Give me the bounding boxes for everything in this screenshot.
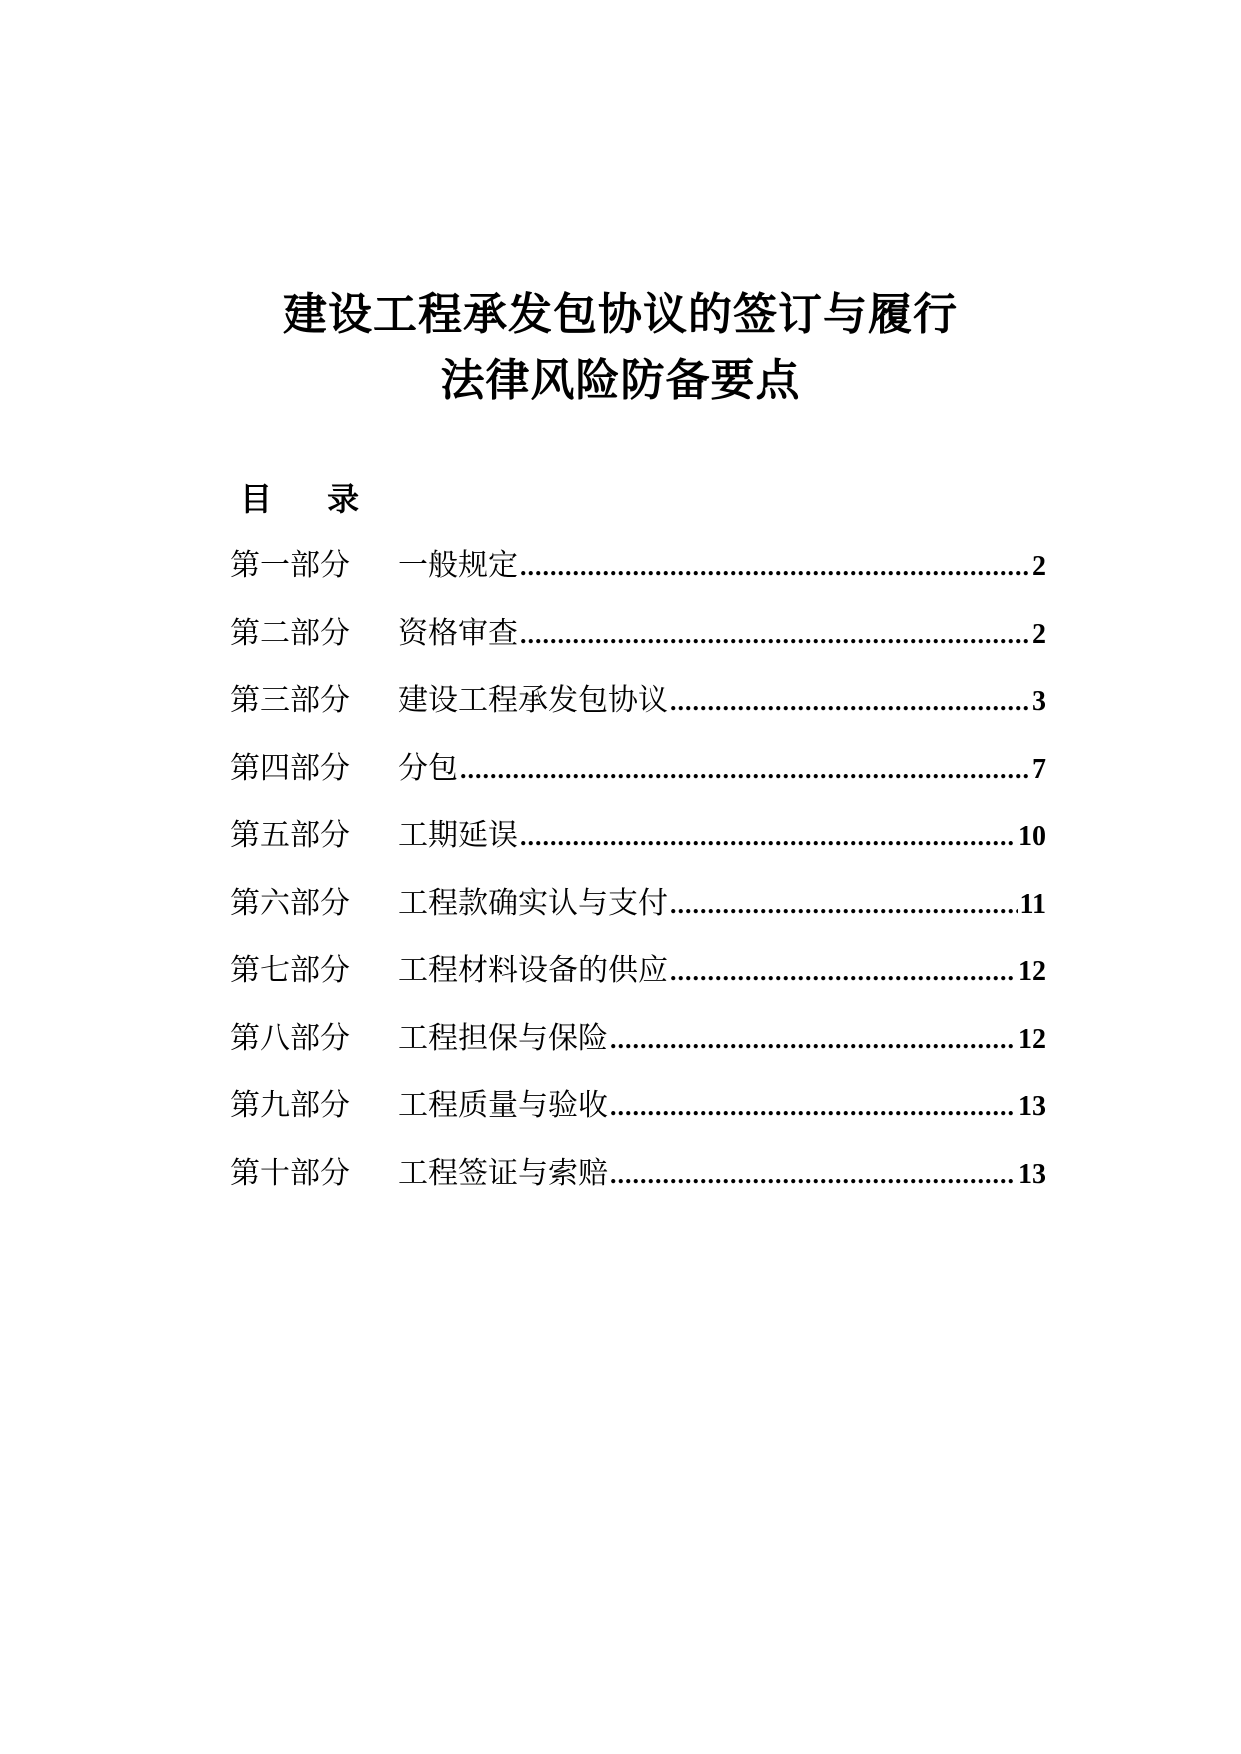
dot-leader [610, 1160, 1016, 1190]
toc-page-number: 10 [1018, 821, 1046, 852]
dot-leader [520, 552, 1030, 582]
toc-page-number: 13 [1018, 1091, 1046, 1122]
toc-part-label: 第一部分 [230, 548, 350, 583]
dot-leader [670, 957, 1016, 987]
toc-part-label: 第八部分 [230, 1020, 350, 1056]
toc-entry-title: 一般规定 [398, 548, 518, 583]
toc-part-label: 第十部分 [230, 1155, 350, 1191]
dot-leader [520, 822, 1016, 852]
toc-entry-title: 工程担保与保险 [398, 1020, 608, 1056]
toc-page-number: 2 [1032, 551, 1046, 582]
toc-page-number: 2 [1032, 618, 1046, 650]
toc-page-number: 12 [1018, 956, 1046, 987]
toc-part-label: 第四部分 [230, 750, 350, 786]
toc-entry-title: 工程材料设备的供应 [398, 953, 668, 988]
toc-part-label: 第九部分 [230, 1088, 350, 1123]
toc-entry[interactable] [230, 1013, 1046, 1081]
toc-entry[interactable] [230, 743, 1046, 811]
toc-entry[interactable] [230, 810, 1046, 878]
toc-part-label: 第七部分 [230, 953, 350, 988]
toc-entry-title: 工期延误 [398, 818, 518, 853]
title-line-1: 建设工程承发包协议的签订与履行 [283, 289, 958, 340]
toc-page-number: 3 [1032, 686, 1046, 717]
dot-leader [610, 1025, 1016, 1055]
toc-entry[interactable] [230, 878, 1046, 946]
toc-entry-title: 资格审查 [398, 615, 518, 651]
toc-part-label: 第二部分 [230, 615, 350, 651]
toc-entry-title: 建设工程承发包协议 [398, 683, 668, 718]
document-title [0, 282, 1241, 414]
toc-entry-title: 工程质量与验收 [398, 1088, 608, 1123]
toc-entry-title: 工程签证与索赔 [398, 1155, 608, 1191]
toc-page-number: 11 [1019, 888, 1046, 920]
toc-page-number: 7 [1032, 753, 1046, 785]
toc-entry[interactable] [230, 1148, 1046, 1216]
toc-page-number: 13 [1018, 1158, 1046, 1190]
toc-entry-title: 工程款确实认与支付 [398, 885, 668, 921]
toc-entry[interactable] [230, 1080, 1046, 1148]
table-of-contents [230, 540, 1046, 1215]
toc-part-label: 第五部分 [230, 818, 350, 853]
dot-leader [610, 1092, 1016, 1122]
toc-entry[interactable] [230, 945, 1046, 1013]
toc-entry[interactable] [230, 608, 1046, 676]
title-line-2: 法律风险防备要点 [440, 355, 801, 406]
dot-leader [520, 620, 1030, 650]
toc-part-label: 第三部分 [230, 683, 350, 718]
toc-part-label: 第六部分 [230, 885, 350, 921]
toc-page-number: 12 [1018, 1023, 1046, 1055]
dot-leader [670, 687, 1030, 717]
toc-entry[interactable] [230, 540, 1046, 608]
toc-heading: 目 录 [240, 480, 382, 518]
dot-leader [460, 755, 1030, 785]
toc-entry-title: 分包 [398, 750, 458, 786]
dot-leader [670, 890, 1018, 920]
toc-entry[interactable] [230, 675, 1046, 743]
